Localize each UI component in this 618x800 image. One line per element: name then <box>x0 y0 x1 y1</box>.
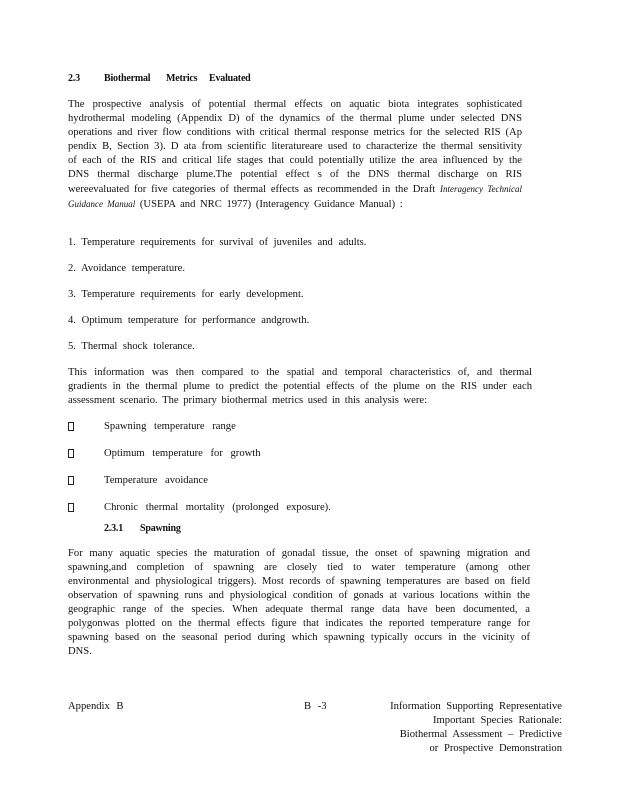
subsection-number: 2.3.1 <box>104 523 124 534</box>
category-item-4: 4. Optimum temperature for performance andgrowth. <box>68 315 310 326</box>
metric-text-1: Spawning temperature range <box>104 421 236 432</box>
footer-page-number: B -3 <box>304 701 327 712</box>
section-number: 2.3 <box>68 73 80 84</box>
metric-text-4: Chronic thermal mortality (prolonged exposure). <box>104 502 331 513</box>
bullet-box-icon <box>68 422 74 431</box>
section-title-word-2: Metrics <box>166 73 198 84</box>
footer-title-line-1: Information Supporting Representative <box>390 701 562 712</box>
category-item-3: 3. Temperature requirements for early development. <box>68 289 304 300</box>
intro-italic-title: Interagency Technical Guidance Manual <box>68 184 522 209</box>
footer-document-title <box>370 700 562 756</box>
footer-appendix: Appendix B <box>68 701 124 712</box>
section-title-word-1: Biothermal <box>104 73 151 84</box>
bullet-box-icon <box>68 476 74 485</box>
category-item-5: 5. Thermal shock tolerance. <box>68 341 195 352</box>
bullet-box-icon <box>68 449 74 458</box>
footer-title-line-3: Biothermal Assessment – Predictive <box>399 729 562 740</box>
intro-text-1: The prospective analysis of potential thermal effects on aquatic biota integrates sophisticated hydrothermal modeling (Appendix D) of the dynamics of the thermal plume under selected DNS operations and river flow conditions with critical thermal response metrics for the selected RIS (Ap pendix B, Section 3). D ata from scientific literatureare used to characterize the thermal sensitivity of each of the RIS and critical life stages that could potentially utilize the area influenced by the DNS thermal discharge plume.The potential effect s of the DNS thermal discharge on RIS wereevaluated for five categories of thermal effects as recommended in the Draft <box>68 99 522 195</box>
footer-title-line-4: or Prospective Demonstration <box>429 743 562 754</box>
metric-text-2: Optimum temperature for growth <box>104 448 261 459</box>
bullet-box-icon <box>68 503 74 512</box>
intro-text-2: (USEPA and NRC 1977) (Interagency Guidance Manual) : <box>139 199 403 210</box>
metric-text-3: Temperature avoidance <box>104 475 208 486</box>
section-title-word-3: Evaluated <box>209 73 251 84</box>
spawning-paragraph: For many aquatic species the maturation of gonadal tissue, the onset of spawning migration and spawning,and completion of spawning are closely tied to water temperature (among other environmental and physiological triggers). Most records of spawning temperatures are based on field observation of spawning runs and physiological condition of gonads at various locations within the geographic range of the species. When adequate thermal range data have been documented, a polygonwas plotted on the thermal effects figure that indicates the reported temperature range for spawning based on the seasonal period during which spawning typically occurs in the vicinity of DNS. <box>68 548 530 657</box>
intro-paragraph <box>68 98 522 212</box>
category-item-1: 1. Temperature requirements for survival of juveniles and adults. <box>68 237 367 248</box>
subsection-title: Spawning <box>140 523 181 534</box>
category-item-2: 2. Avoidance temperature. <box>68 263 185 274</box>
footer-title-line-2: Important Species Rationale: <box>433 715 562 726</box>
comparison-paragraph: This information was then compared to the spatial and temporal characteristics of, and thermal gradients in the thermal plume to predict the potential effects of the plume on the RIS under each assessment scenario. The primary biothermal metrics used in this analysis were: <box>68 367 532 406</box>
